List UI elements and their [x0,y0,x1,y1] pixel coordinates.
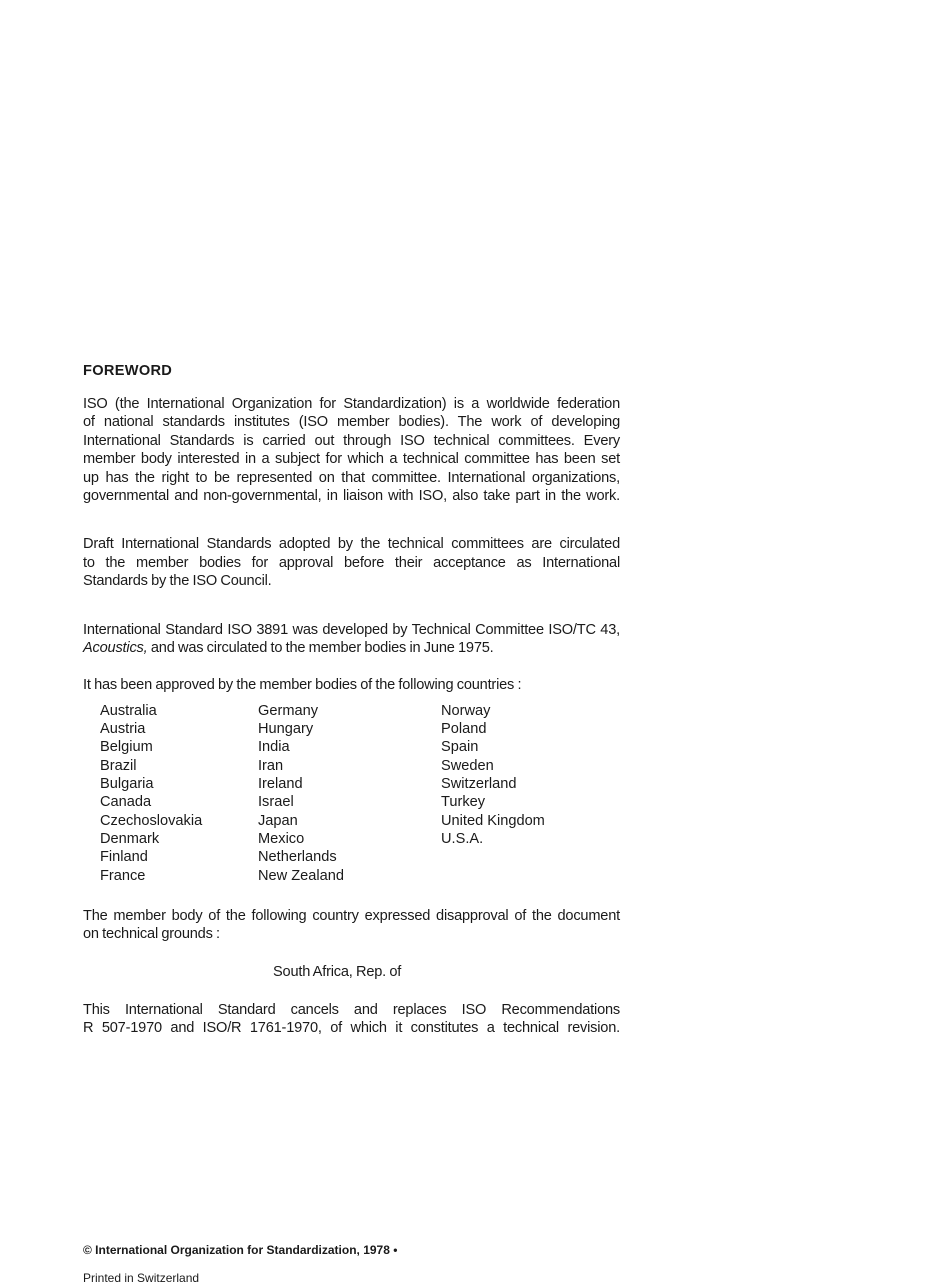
country: India [258,739,290,756]
text-line: to the member bodies for approval before their acceptance as International [83,554,620,571]
paragraph-draft-standards [83,535,620,590]
country: Israel [258,794,294,811]
country: Netherlands [258,849,337,866]
country: France [100,867,146,884]
text-line: International Standards is carried out through ISO technical committees. Every [83,432,620,449]
country: Ireland [258,776,303,793]
copyright-notice: © International Organization for Standardization, 1978 • [83,1243,398,1257]
paragraph-development [83,621,620,658]
country: Poland [441,721,487,738]
country: Germany [258,702,319,719]
country: Spain [441,739,479,756]
text-line: up has the right to be represented on that committee. International organizations, [83,469,620,486]
country-column-2 [258,702,441,885]
text-line: on technical grounds : [83,926,220,943]
committee-title: Acoustics, [83,640,148,657]
country: Finland [100,849,148,866]
country: Australia [100,702,157,719]
country: Norway [441,702,491,719]
text-line: This International Standard cancels and replaces ISO Recommendations [83,1002,620,1019]
country: Iran [258,757,284,774]
paragraph-iso-intro [83,395,620,505]
text-line: International Standard ISO 3891 was developed by Technical Committee ISO/TC 43, [83,621,620,638]
paragraph-approval: It has been approved by the member bodies of the following countries : [83,677,522,694]
text-span: and was circulated to the member bodies in June 1975. [147,640,494,657]
text-line: The member body of the following country expressed disapproval of the document [83,907,620,924]
country-list [100,702,620,885]
country: Japan [258,812,298,829]
document-body [83,362,620,1038]
text-line: member body interested in a subject for which a technical committee has been set [83,451,620,468]
country: Czechoslovakia [100,812,203,829]
country: United Kingdom [441,812,545,829]
country: U.S.A. [441,830,484,847]
country: Belgium [100,739,153,756]
country: Mexico [258,830,305,847]
country: Brazil [100,757,137,774]
country-column-1 [100,702,258,885]
country: Turkey [441,794,486,811]
text-line: ISO (the International Organization for Standardization) is a worldwide federation [83,396,620,412]
paragraph-disapproval [83,907,620,944]
country: Austria [100,721,146,738]
text-line: R 507-1970 and ISO/R 1761-1970, of which it constitutes a technical revision. [83,1020,620,1037]
country: Hungary [258,721,314,738]
foreword-heading: FOREWORD [83,363,173,379]
paragraph-replaces [83,1001,620,1038]
text-line: Standards by the ISO Council. [83,573,272,590]
country: New Zealand [258,867,344,884]
text-line: of national standards institutes (ISO member bodies). The work of developing [83,414,620,431]
country-column-3 [441,702,545,885]
country: Sweden [441,757,494,774]
country: Bulgaria [100,776,154,793]
text-line: governmental and non-governmental, in liaison with ISO, also take part in the work. [83,488,620,505]
text-line [83,639,620,657]
country: Denmark [100,830,160,847]
disapproving-country: South Africa, Rep. of [273,963,402,980]
printed-notice: Printed in Switzerland [83,1271,200,1285]
text-line: Draft International Standards adopted by the technical committees are circulated [83,536,620,553]
country: Canada [100,794,152,811]
country: Switzerland [441,776,517,793]
